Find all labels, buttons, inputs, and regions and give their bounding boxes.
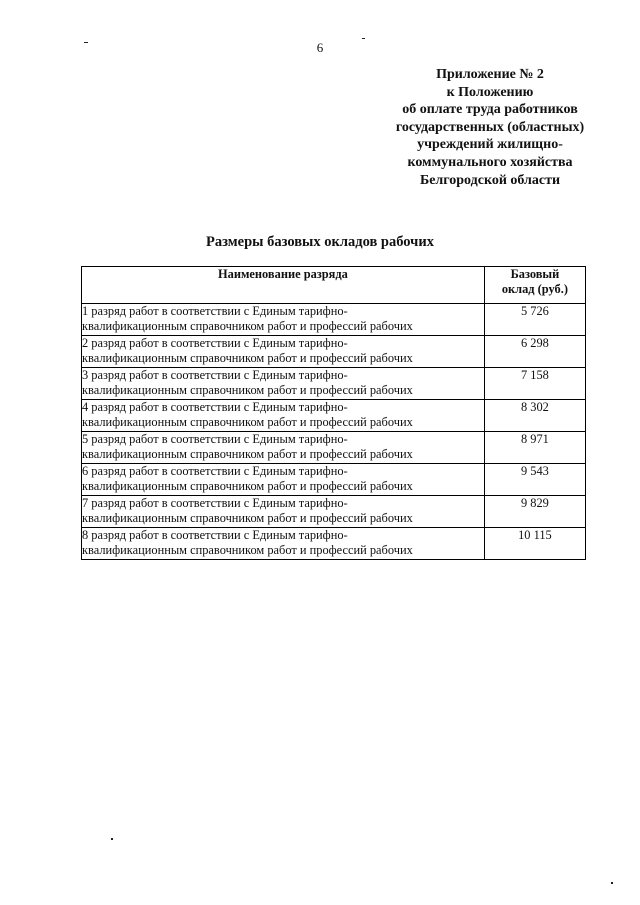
grade-text-line: квалификационным справочником работ и профессий рабочих: [82, 447, 413, 461]
grade-text-line: 3 разряд работ в соответствии с Единым тарифно-: [82, 368, 348, 382]
salary-cell: 9 543: [484, 464, 585, 496]
table-title: Размеры базовых окладов рабочих: [206, 234, 434, 250]
grade-cell: [82, 336, 485, 368]
grade-text-line: 7 разряд работ в соответствии с Единым тарифно-: [82, 496, 348, 510]
table-row: [82, 400, 586, 432]
appendix-line: к Положению: [446, 84, 534, 100]
table-row: [82, 464, 586, 496]
appendix-line: государственных (областных): [395, 119, 585, 135]
grade-cell: [82, 368, 485, 400]
grade-cell: [82, 400, 485, 432]
appendix-header: [388, 66, 592, 189]
appendix-line: об оплате труда работников: [402, 102, 578, 118]
salary-cell: 8 971: [484, 432, 585, 464]
table-row: [82, 432, 586, 464]
grade-text-line: квалификационным справочником работ и профессий рабочих: [82, 479, 413, 493]
grade-text-line: квалификационным справочником работ и профессий рабочих: [82, 543, 413, 557]
grade-text-line: 4 разряд работ в соответствии с Единым тарифно-: [82, 400, 348, 414]
salary-cell: 10 115: [484, 528, 585, 560]
appendix-line: Белгородской области: [419, 172, 561, 188]
scan-speck: [611, 882, 613, 884]
grade-text-line: квалификационным справочником работ и профессий рабочих: [82, 319, 413, 333]
table-row: [82, 304, 586, 336]
appendix-line: Приложение № 2: [436, 67, 544, 82]
grade-cell: [82, 528, 485, 560]
table-row: [82, 368, 586, 400]
page-number: 6: [316, 40, 324, 55]
table-header-row: [82, 267, 586, 304]
table-row: [82, 528, 586, 560]
scan-speck: [111, 838, 113, 840]
grade-text-line: 5 разряд работ в соответствии с Единым тарифно-: [82, 432, 348, 446]
salary-cell: 8 302: [484, 400, 585, 432]
grade-text-line: квалификационным справочником работ и профессий рабочих: [82, 351, 413, 365]
grade-text-line: квалификационным справочником работ и профессий рабочих: [82, 383, 413, 397]
grade-text-line: 8 разряд работ в соответствии с Единым тарифно-: [82, 528, 348, 542]
header-base-salary: [484, 267, 585, 304]
grade-text-line: 1 разряд работ в соответствии с Единым тарифно-: [82, 304, 348, 318]
grade-text-line: квалификационным справочником работ и профессий рабочих: [82, 415, 413, 429]
appendix-line: коммунального хозяйства: [407, 154, 573, 170]
header-grade-name: Наименование разряда: [82, 267, 485, 304]
salary-cell: 5 726: [484, 304, 585, 336]
appendix-line: учреждений жилищно-: [417, 137, 563, 153]
salary-table: [81, 266, 586, 560]
salary-cell: 6 298: [484, 336, 585, 368]
grade-cell: [82, 496, 485, 528]
header-salary-line: оклад (руб.): [501, 282, 568, 296]
grade-cell: [82, 464, 485, 496]
grade-cell: [82, 432, 485, 464]
scan-speck: [362, 38, 365, 39]
table-row: [82, 336, 586, 368]
grade-cell: [82, 304, 485, 336]
scan-speck: [84, 42, 88, 43]
grade-text-line: квалификационным справочником работ и профессий рабочих: [82, 511, 413, 525]
salary-cell: 9 829: [484, 496, 585, 528]
grade-text-line: 2 разряд работ в соответствии с Единым тарифно-: [82, 336, 348, 350]
grade-text-line: 6 разряд работ в соответствии с Единым тарифно-: [82, 464, 348, 478]
salary-cell: 7 158: [484, 368, 585, 400]
table-row: [82, 496, 586, 528]
header-salary-line: Базовый: [510, 267, 560, 281]
